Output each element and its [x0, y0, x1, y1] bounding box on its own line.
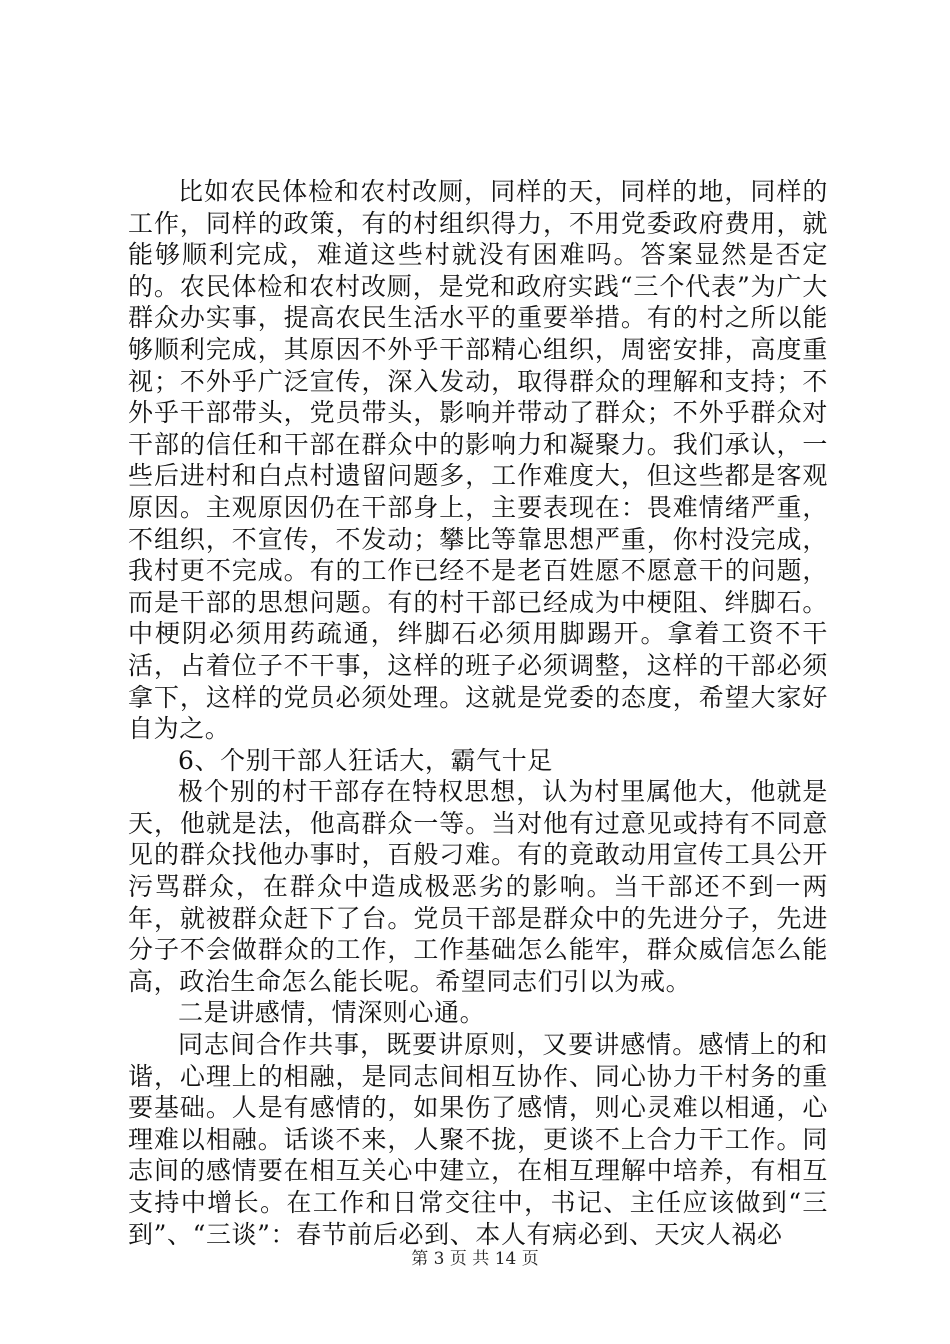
paragraph-2-heading: 6、个别干部人狂话大，霸气十足	[178, 745, 553, 775]
paragraph-4-heading: 二是讲感情，情深则心通。	[178, 998, 486, 1028]
paragraph-3: 极个别的村干部存在特权思想，认为村里属他大，他就是天，他就是法，他高群众一等。当对他有过意见或持有不同意见的群众找他办事时，百般刁难。有的竟敢动用宣传工具公开污骂群众，在群众中造成极恶劣的影响。当干部还不到一两年，就被群众赶下了台。党员干部是群众中的先进分子，先进分子不会做群众的工作，工作基础怎么能牢，群众威信怎么能高，政治生命怎么能长呢。希望同志们引以为戒。	[128, 777, 828, 996]
document-body	[128, 176, 828, 1250]
paragraph-1: 比如农民体检和农村改厕，同样的天，同样的地，同样的工作，同样的政策，有的村组织得力，不用党委政府费用，就能够顺利完成，难道这些村就没有困难吗。答案显然是否定的。农民体检和农村改厕，是党和政府实践“三个代表”为广大群众办实事，提高农民生活水平的重要举措。有的村之所以能够顺利完成，其原因不外乎干部精心组织，周密安排，高度重视；不外乎广泛宣传，深入发动，取得群众的理解和支持；不外乎干部带头，党员带头，影响并带动了群众；不外乎群众对干部的信任和干部在群众中的影响力和凝聚力。我们承认，一些后进村和白点村遗留问题多，工作难度大，但这些都是客观原因。主观原因仍在干部身上，主要表现在：畏难情绪严重，不组织，不宣传，不发动；攀比等靠思想严重，你村没完成，我村更不完成。有的工作已经不是老百姓愿不愿意干的问题，而是干部的思想问题。有的村干部已经成为中梗阻、绊脚石。中梗阴必须用药疏通，绊脚石必须用脚踢开。拿着工资不干活，占着位子不干事，这样的班子必须调整，这样的干部必须拿下，这样的党员必须处理。这就是党委的态度，希望大家好自为之。	[128, 177, 828, 744]
paragraph-5: 同志间合作共事，既要讲原则，又要讲感情。感情上的和谐，心理上的相融，是同志间相互协作、同心协力干村务的重要基础。人是有感情的，如果伤了感情，则心灵难以相通，心理难以相融。话谈不来，人聚不拢，更谈不上合力干工作。同志间的感情要在相互关心中建立，在相互理解中培养，有相互支持中增长。在工作和日常交往中，书记、主任应该做到“三到”、“三谈”：春节前后必到、本人有病必到、天灾人祸必	[128, 1030, 828, 1249]
page-number-footer: 第 3 页 共 14 页	[411, 1249, 539, 1269]
